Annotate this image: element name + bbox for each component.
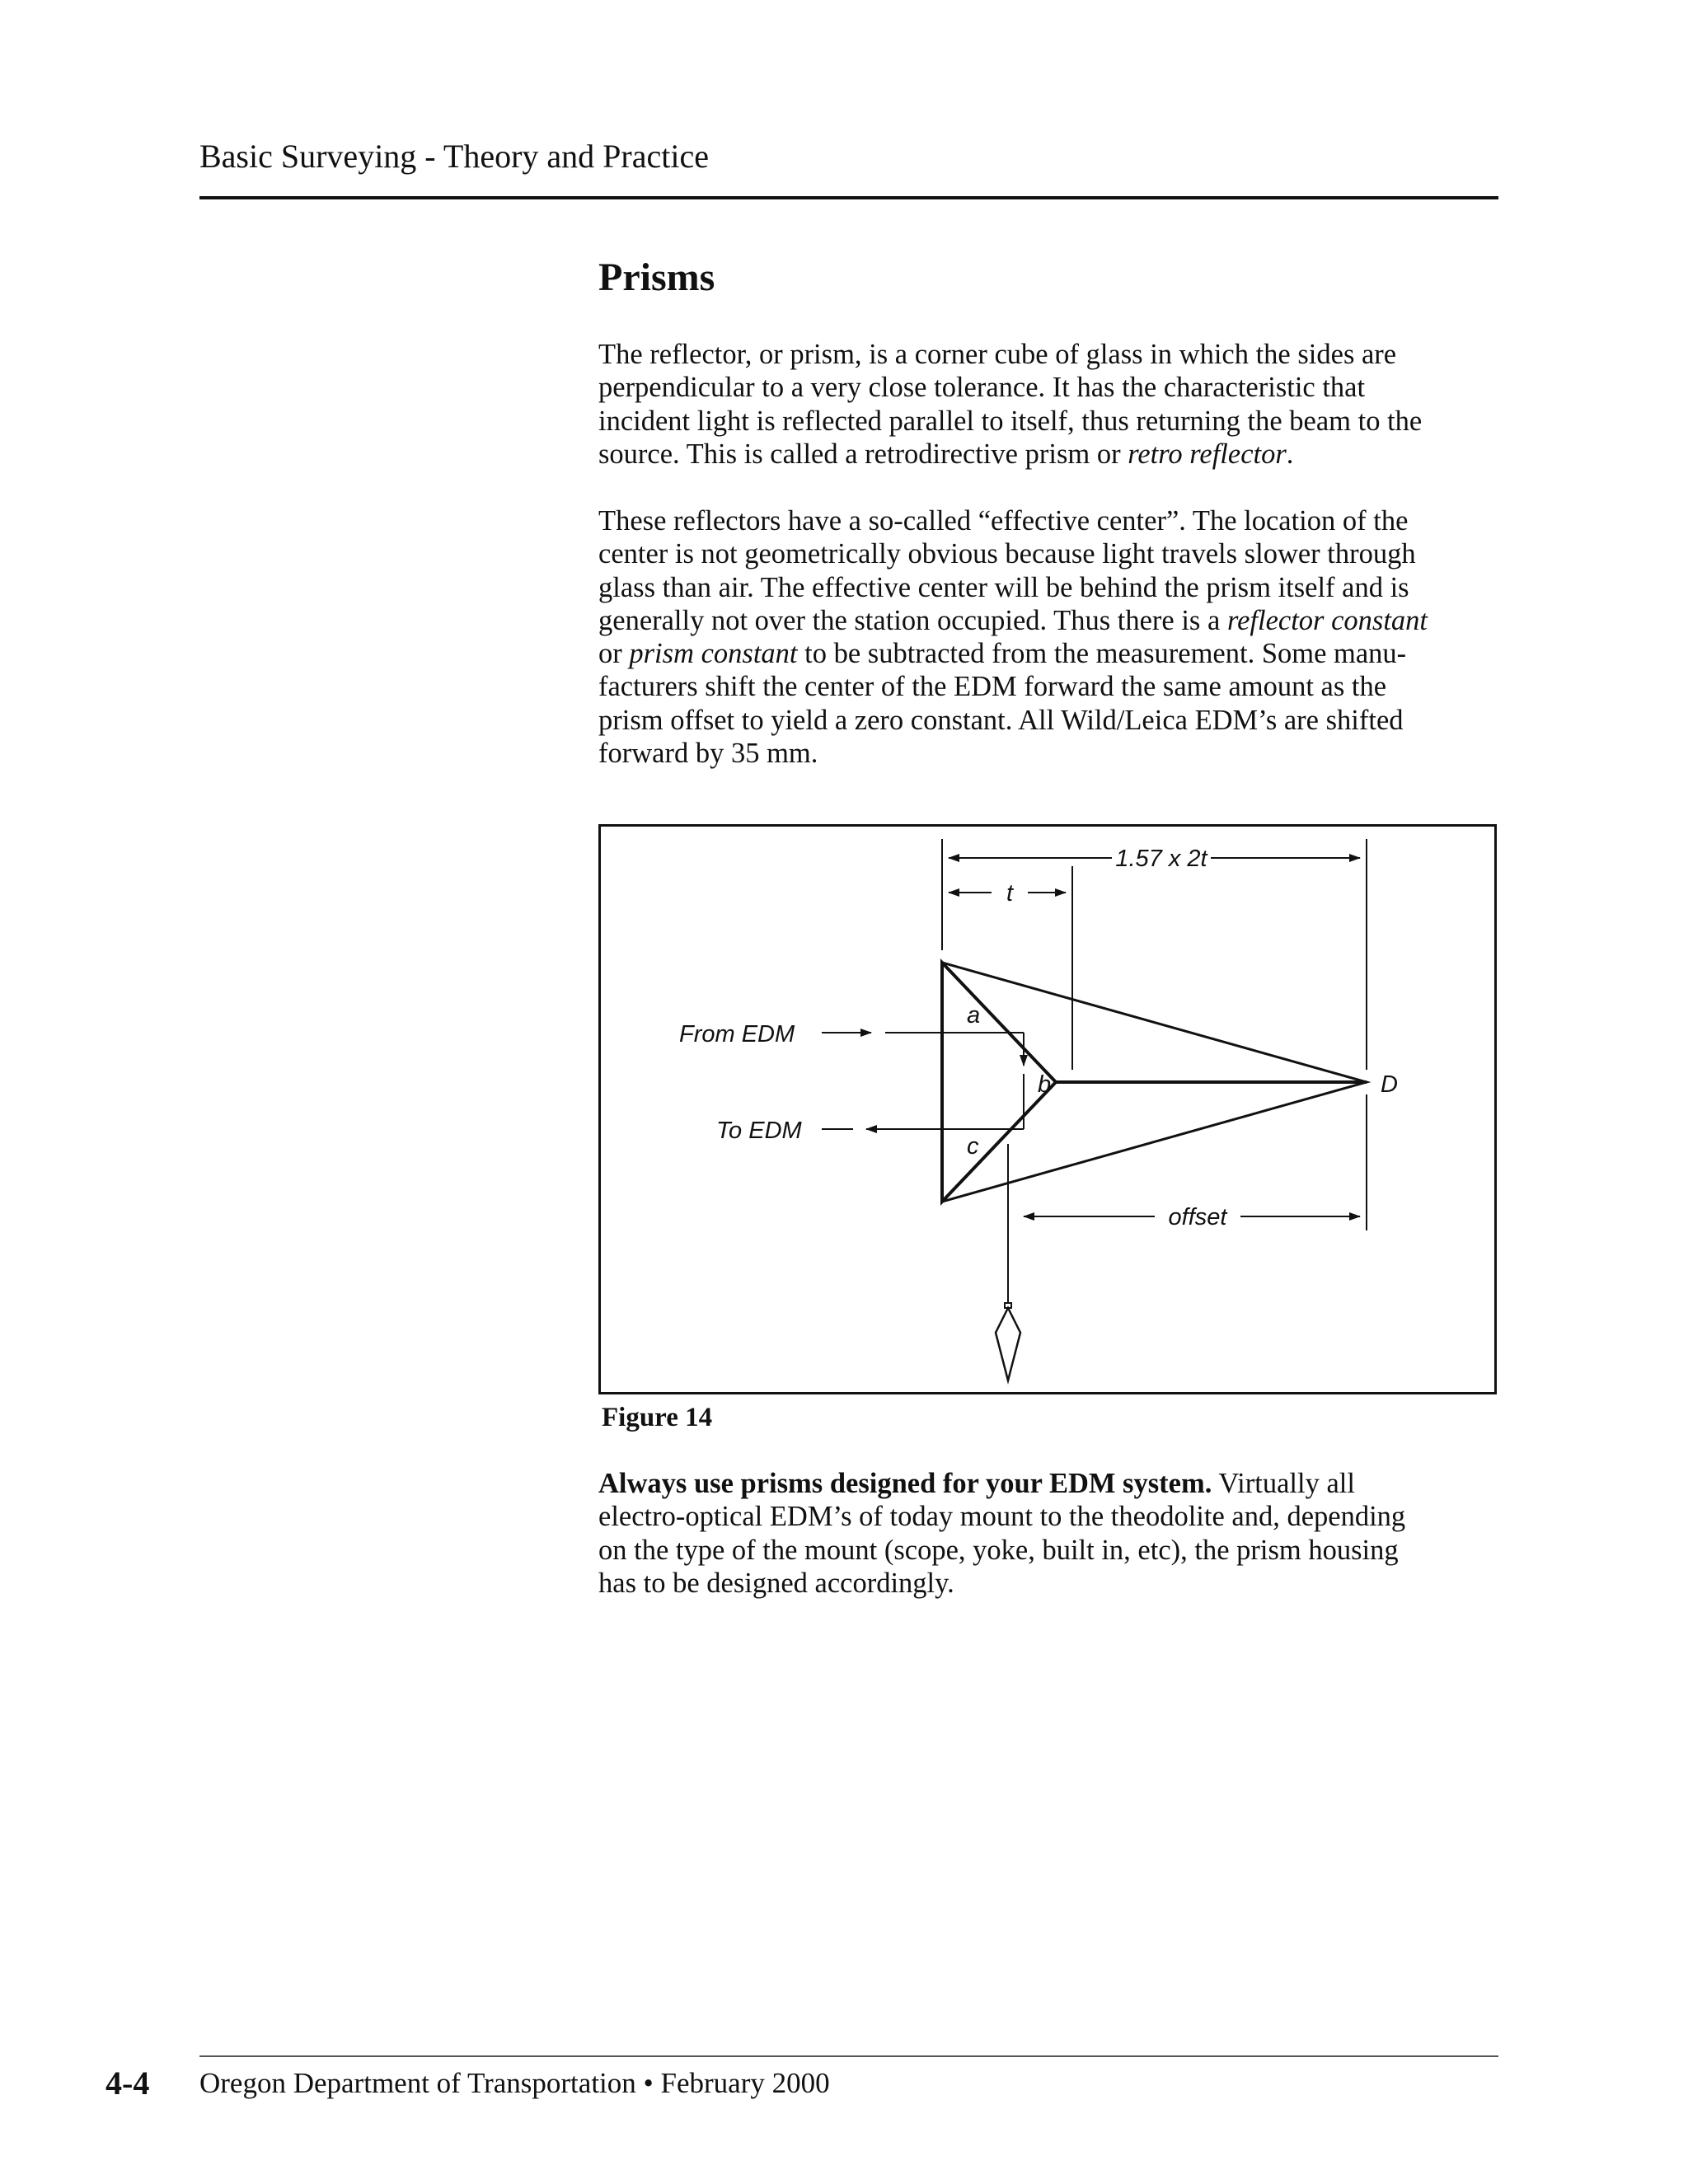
paragraph-line: facturers shift the center of the EDM forward the same amount as the [598,671,1387,703]
paragraph-line: center is not geometrically obvious because light travels slower through [598,538,1416,570]
line-text: Virtually all [1212,1468,1355,1499]
paragraph-line [598,1467,1498,1500]
paragraph-line: incident light is reflected parallel to itself, thus returning the beam to the [598,405,1423,437]
paragraph-line [598,637,1498,670]
prism-diagram-svg [601,827,1499,1397]
label-point-d: D [1381,1071,1398,1098]
paragraph-line: glass than air. The effective center will be behind the prism itself and is [598,571,1409,603]
paragraph-line: has to be designed accordingly. [598,1567,954,1599]
paragraph-line [598,604,1498,637]
page-number: 4-4 [106,2064,150,2102]
paragraph-line: electro-optical EDM’s of today mount to the theodolite and, depending [598,1501,1406,1533]
emphasis-prism-constant: prism constant [629,638,798,670]
paragraph-line: These reflectors have a so-called “effective center”. The location of the [598,505,1409,537]
paragraph-line: perpendicular to a very close tolerance. It has the characteristic that [598,372,1366,404]
paragraph-line: forward by 35 mm. [598,738,818,770]
paragraph-line: prism offset to yield a zero constant. All Wild/Leica EDM’s are shifted [598,704,1404,736]
label-point-a: a [967,1002,981,1029]
label-from-edm: From EDM [679,1021,795,1047]
section-title: Prisms [598,255,715,299]
label-point-b: b [1038,1071,1052,1098]
footer-publisher: Oregon Department of Transportation • February 2000 [199,2067,830,2099]
bold-lead-sentence: Always use prisms designed for your EDM system. [598,1468,1212,1499]
running-head-title: Basic Surveying - Theory and Practice [199,138,709,175]
paragraph-prism-usage [598,1467,1498,1600]
paragraph-line: on the type of the mount (scope, yoke, built in, etc), the prism housing [598,1534,1399,1566]
line-text: source. This is called a retrodirective prism or [598,438,1128,470]
header-rule [199,196,1498,199]
label-dim-total: 1.57 x 2t [1115,846,1207,872]
line-end: . [1286,438,1294,470]
line-text: generally not over the station occupied. Thus there is a [598,604,1227,636]
label-point-c: c [967,1133,979,1160]
figure-14-prism-diagram [598,824,1497,1394]
plumb-bob-icon [996,1308,1020,1380]
paragraph-prism-definition [598,338,1498,471]
emphasis-reflector-constant: reflector constant [1226,604,1428,636]
line-text: or [598,638,630,670]
paragraph-effective-center [598,504,1498,770]
line-text: to be subtracted from the measurement. Some manu- [797,638,1407,670]
label-to-edm: To EDM [716,1118,802,1144]
label-dim-t: t [1006,880,1014,907]
emphasis-retro-reflector: retro reflector [1128,438,1287,470]
label-offset: offset [1168,1204,1227,1230]
paragraph-line: The reflector, or prism, is a corner cube of glass in which the sides are [598,339,1397,370]
footer-rule [199,2055,1498,2057]
figure-caption: Figure 14 [602,1403,713,1432]
paragraph-line [598,438,1498,471]
